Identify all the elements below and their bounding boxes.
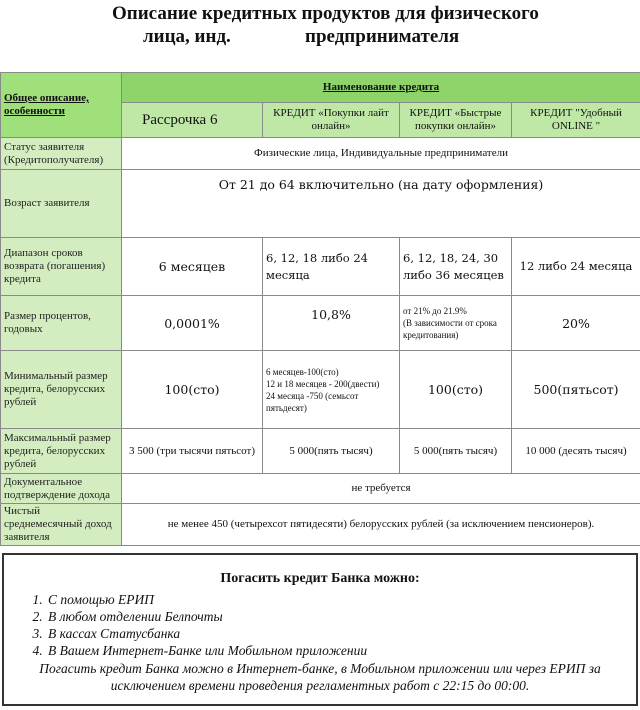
table-row: [1, 351, 640, 429]
min-value: 100(сто): [122, 351, 263, 429]
row-label-age: Возраст заявителя: [1, 170, 122, 238]
product-name: Рассрочка 6: [122, 103, 263, 138]
term-value: 6, 12, 18 либо 24 месяца: [263, 238, 400, 296]
row-label-rate: Размер процентов, годовых: [1, 296, 122, 351]
rate-value: 0,0001%: [122, 296, 263, 351]
max-value: 5 000(пять тысяч): [263, 429, 400, 474]
table-row: [1, 504, 640, 546]
term-value: 12 либо 24 месяца: [512, 238, 640, 296]
table-row: [1, 238, 640, 296]
min-value-line: 6 месяцев-100(сто): [266, 366, 339, 377]
row-label-income-doc: Документальное подтверждение дохода: [1, 474, 122, 504]
list-item: 3. В кассах Статусбанка: [46, 625, 636, 642]
net-income-value: не менее 450 (четырехсот пятидесяти) белорусских рублей (за исключением пенсионеров).: [122, 504, 640, 546]
min-value-line: 12 и 18 месяцев - 200(двести): [266, 378, 380, 389]
table-row: [1, 296, 640, 351]
corner-header: Общее описание, особенности: [1, 73, 122, 138]
min-value-cell: [263, 351, 400, 429]
table-row: [1, 429, 640, 474]
income-doc-value: не требуется: [122, 474, 640, 504]
rate-note: (В зависимости от срока кредитования): [403, 318, 497, 340]
repayment-info-box: [2, 553, 638, 706]
list-item: 4. В Вашем Интернет-Банке или Мобильном приложении: [46, 642, 636, 659]
rate-value: 10,8%: [263, 296, 400, 351]
row-label-min: Минимальный размер кредита, белорусских рублей: [1, 351, 122, 429]
rate-range: от 21% до 21.9%: [403, 306, 467, 316]
product-name: КРЕДИТ «Быстрые покупки онлайн»: [400, 103, 512, 138]
rate-value: 20%: [512, 296, 640, 351]
min-value: 500(пятьсот): [512, 351, 640, 429]
title-line-2a: лица, инд.: [143, 26, 231, 47]
status-value: Физические лица, Индивидуальные предприниматели: [122, 138, 640, 170]
row-label-status: Статус заявителя (Кредитополучателя): [1, 138, 122, 170]
repayment-note: Погасить кредит Банка можно в Интернет-банке, в Мобильном приложении или через ЕРИП за исключением времени проведения регламентных работ с 22:15 до 00:00.: [39, 661, 601, 693]
title-line-2b: предпринимателя: [305, 26, 460, 47]
product-name: КРЕДИТ "Удобный ONLINE ": [512, 103, 640, 138]
title-line-1: Описание кредитных продуктов для физического: [112, 3, 539, 24]
min-value: 100(сто): [400, 351, 512, 429]
table-header-row: [1, 73, 640, 103]
credit-products-table: [0, 72, 640, 546]
row-label-net-income: Чистый среднемесячный доход заявителя: [1, 504, 122, 546]
age-value: От 21 до 64 включительно (на дату оформления): [122, 170, 640, 238]
max-value: 3 500 (три тысячи пятьсот): [122, 429, 263, 474]
repayment-methods-list: [46, 591, 636, 659]
table-row: [1, 138, 640, 170]
max-value: 5 000(пять тысяч): [400, 429, 512, 474]
max-value: 10 000 (десять тысяч): [512, 429, 640, 474]
rate-value-cell: [400, 296, 512, 351]
repayment-title: Погасить кредит Банка можно:: [220, 571, 420, 586]
table-row: [1, 474, 640, 504]
list-item: 2. В любом отделении Белпочты: [46, 608, 636, 625]
list-item: 1. С помощью ЕРИП: [46, 591, 636, 608]
min-value-line: 24 месяца -750 (семьсот пятьдесят): [266, 390, 359, 413]
product-name: КРЕДИТ «Покупки лайт онлайн»: [263, 103, 400, 138]
table-row: [1, 170, 640, 238]
row-label-term: Диапазон сроков возврата (погашения) кредита: [1, 238, 122, 296]
term-value: 6, 12, 18, 24, 30 либо 36 месяцев: [400, 238, 512, 296]
term-value: 6 месяцев: [122, 238, 263, 296]
credit-name-header: Наименование кредита: [122, 73, 640, 103]
row-label-max: Максимальный размер кредита, белорусских рублей: [1, 429, 122, 474]
